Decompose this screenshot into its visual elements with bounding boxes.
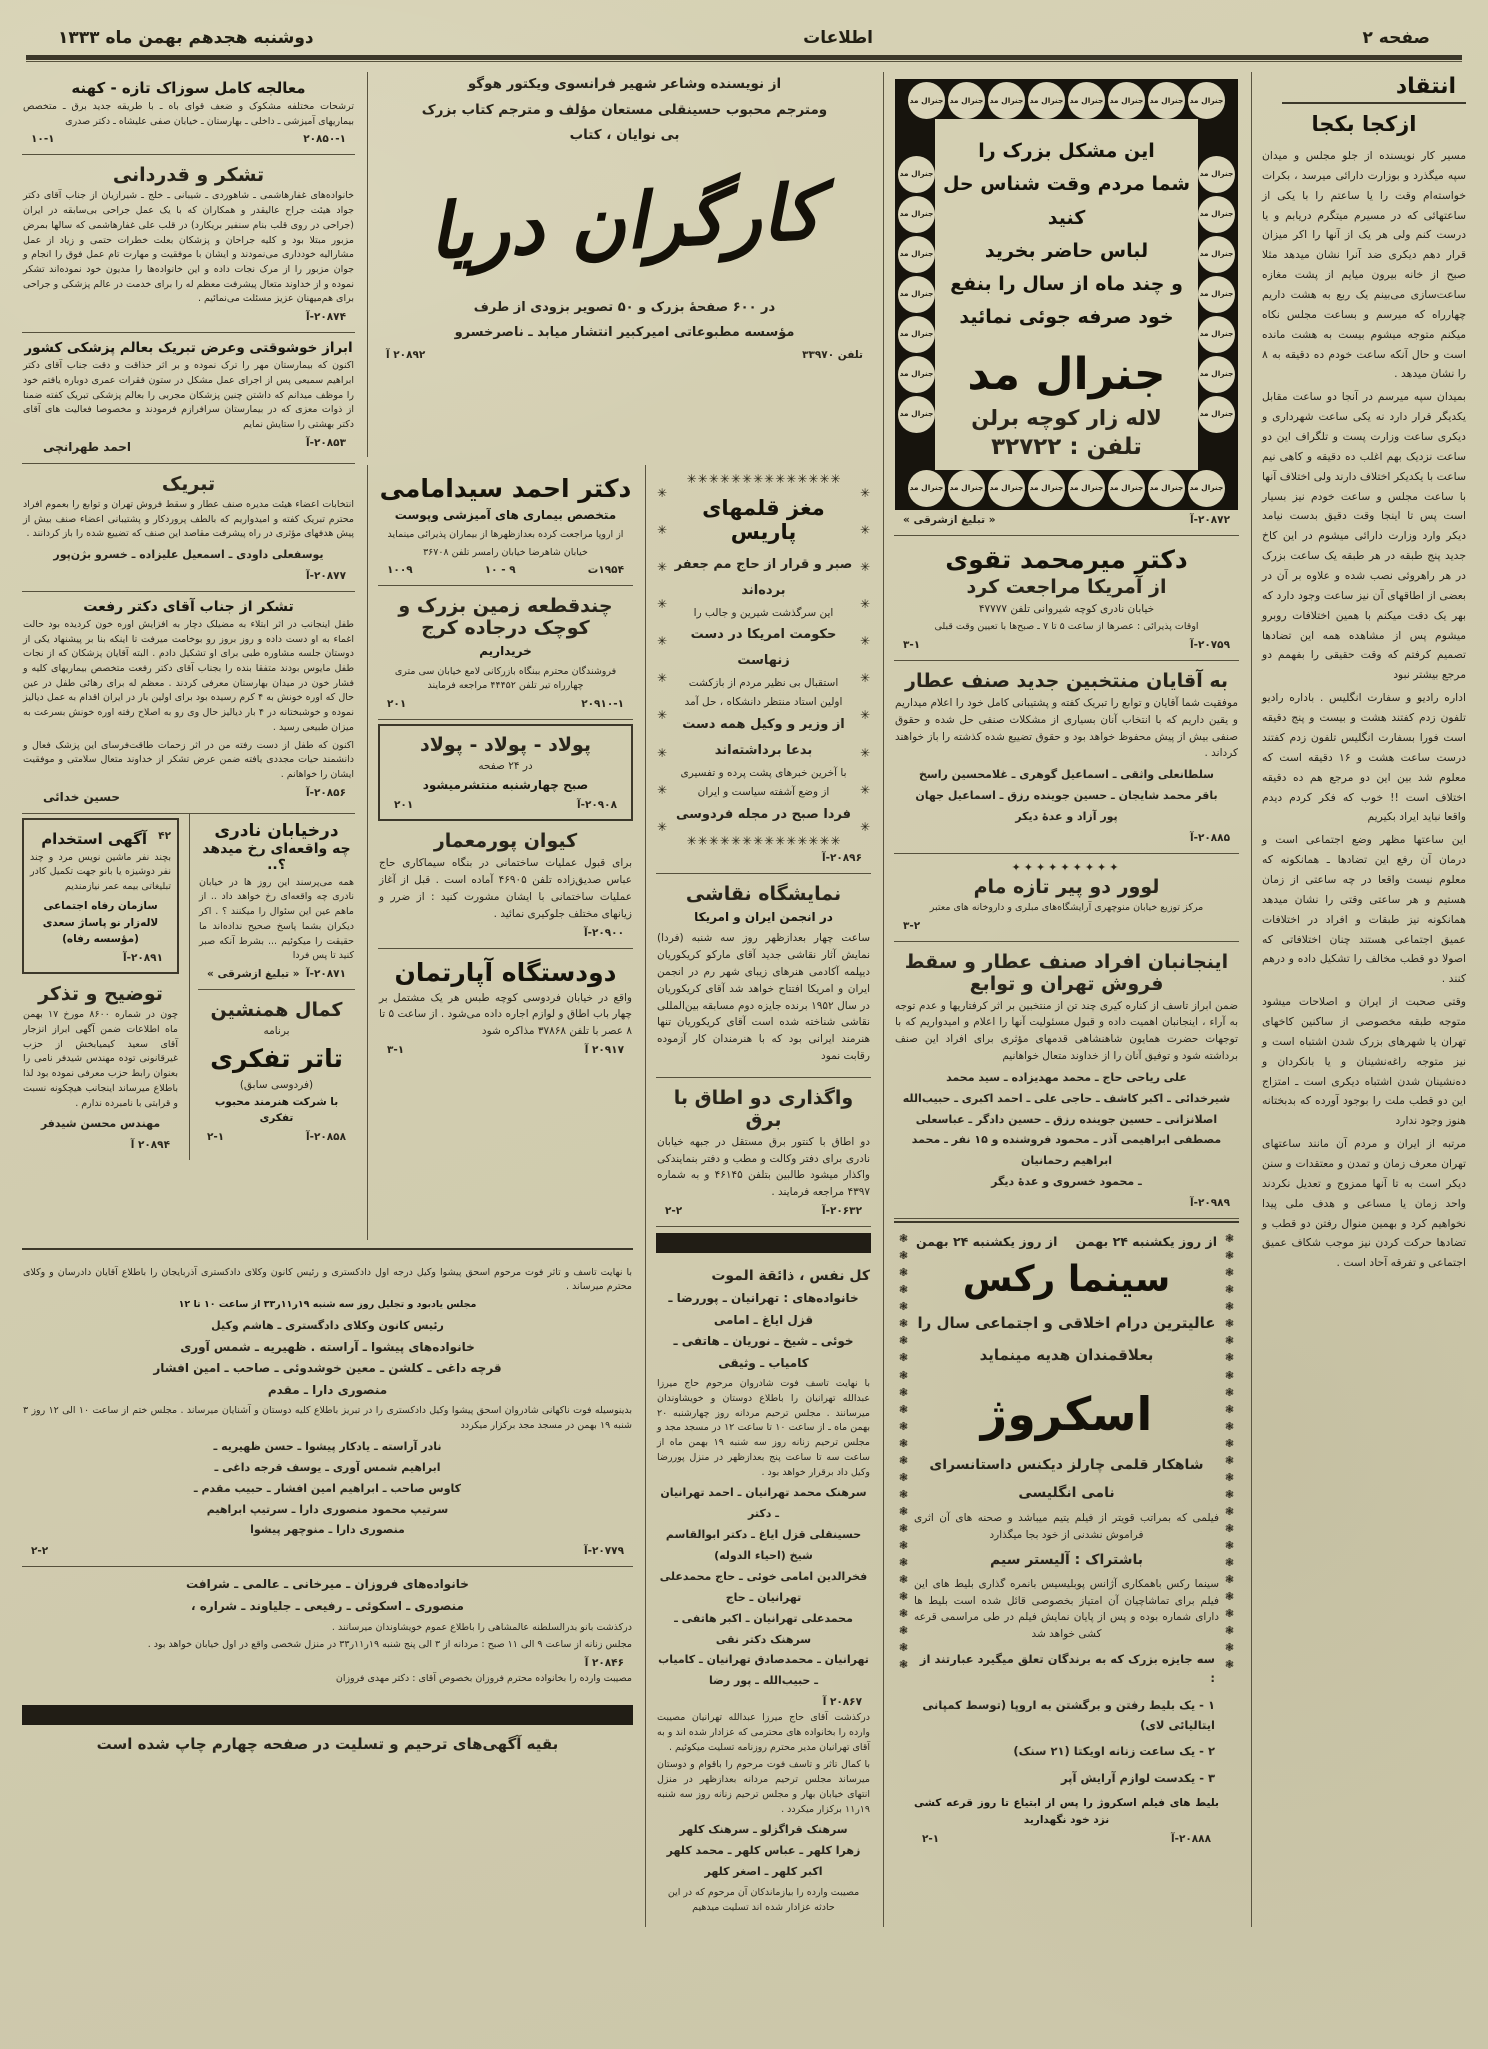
obituary-names: سرتیپ محمود منصوری دارا ـ سرتیپ ابراهیم — [206, 1502, 449, 1516]
guild-members-body: ضمن ابراز تاسف از کناره کیری چند تن از منتخبین بر اثر کرفتاریها و عدم توجه به آراء ، اینجانبان اهمیت داده و قبول مسئولیت آنها را اعلام و امیدواریم که با توجهات حضرت همایون شاهنشاهی قدمهای مؤثری برای افراد این صنف برداشته شود و توفیق آنان را از خداوند متعال خواهانیم — [895, 999, 1238, 1062]
ad-note: ۳-۱ — [387, 1043, 405, 1056]
bottom-obituaries — [22, 1248, 633, 1928]
theater-name: تاتر تفکری — [210, 1043, 343, 1073]
criticism-column — [1251, 72, 1466, 1927]
ad-ref: ۲۰۹۱۰-۱ — [581, 698, 624, 711]
signature-line: مهندس محسن شیدفر — [40, 1117, 161, 1131]
maghz-qalam-ad — [656, 465, 871, 874]
poulad-line: صبح چهارشنبه منتشرمیشود — [422, 777, 589, 792]
prize-item: ۲ - یک ساعت زنانه اویکتا (۲۱ سنک) — [1013, 1744, 1215, 1759]
obituary-families: منصوری دارا ـ مقدم — [267, 1382, 388, 1397]
obituary-names: نادر آراسته ـ یادکار پیشوا ـ حسن ظهیریه ـ — [213, 1439, 442, 1453]
clarification-body: چون در شماره ۸۶۰۰ مورخ ۱۷ بهمن ماه اطلاعات ضمن آگهی ابراز انزجار آقای سعید کیمیابخش از حزب غیرقانونی توده مهندس شیدفر نامی را بعنوان رابط حزب معرفی نموده بود لذا باطلاع میرساند اینجانب هیچکونه نسبت و قرابتی با نامبرده ندارم . — [23, 1009, 178, 1109]
signature-line: سلطانعلی واثقی ـ اسماعیل گوهری ـ غلامحسین راسخ — [918, 768, 1215, 782]
ad-note: ۱۰۰۹ — [387, 564, 413, 577]
ad-note: ۲۰۱ — [394, 799, 414, 812]
exhibition-title: نمایشگاه نقاشی — [685, 882, 842, 905]
ad-ref: ۲۰۹۰۸-آ — [576, 799, 617, 812]
congrats-body: اکنون که بیمارستان مهر را ترک نموده و بر اثر حذاقت و دقت جناب آقای دکتر ابراهیم سمیعی پس از اجرای عمل مشکل در ستون فقرات عمری دوباره یافتم خود را موظف میدانم که داشتن چنین پزشکان مجربی را بعالم پزشکی تبریک کفته ضمنا از ذوات معزی که در بیمارستان سرافرازم فرمودند و مخصوصا فعالیت های آقای دکتر بهشتی را ستایش نمایم — [23, 360, 354, 431]
signature: احمد طهرانچی — [43, 439, 132, 454]
criticism-paragraph: مسیر کار نویسنده از جلو مجلس و میدان سپه میگذرد و بوزارت دارائی میرسد ، بکرات خواسته‌ام وقت را یا ساعتم را با یکی از ساعتهائی که در مسیرم میتگرم دریابم و یا درست کنم ولی هر یک از آنها را اکر میزان قرار دهم دیکری ضد آنرا نشان میدهد مثلا صبح از خانه بیرون میایم از پشت مغازه ساعت‌سازی می‌بینم یک ربع به هشت داریم چهارراه که میرسم و بساعت مجلس نکاه میکنم متوجه میشوم بیست به هشت مانده است و حال آنکه ساعت خودم ده دقیقه به ۸ را نشان میدهد . — [1262, 149, 1466, 381]
film-title: اسکروژ — [980, 1387, 1153, 1442]
book-intro-line: ومترجم محبوب حسینقلی مستعان مؤلف و مترجم کتاب بزرک — [421, 101, 828, 118]
subcolumn-left — [22, 814, 179, 1160]
rafat-body: اکنون که طفل از دست رفته من در اثر زحمات طاقت‌فرسای این پزشک فعال و دانشمند حیات مجددی یافته ضمن عرض تشکر از خداوند متعال سلامتی و موفقیت ایشان را خواهانم . — [23, 739, 354, 781]
prizes-intro: سه جایزه بزرک که به برندگان تعلق میگیرد عبارتند از : — [919, 1651, 1215, 1686]
thanks-appreciation-ad — [22, 155, 355, 333]
cinema-body: فیلمی که بمراتب قویتر از فیلم یتیم میباشد و صحنه های آن اثری فراموش نشدنی از خود بجا میگذارد — [914, 1512, 1219, 1541]
tabrik-ad — [22, 464, 355, 592]
book-intro-line: بی نوایان ، کتاب — [569, 127, 680, 144]
signature-line: مصطفی ابراهیمی آذر ـ محمود فروشنده و ۱۵ نفر ـ محمد ابراهیم رحمانیان — [911, 1133, 1222, 1168]
ad-note: ۲-۲ — [31, 1545, 49, 1558]
ad-ref: ۲۰۹۸۹-آ — [1189, 1197, 1230, 1210]
column-badge: ۴۲ — [158, 829, 171, 842]
poulad-title: پولاد - پولاد - پولاد — [419, 734, 592, 757]
theater-paren: (فردوسی سابق) — [239, 1078, 314, 1091]
circle-border-top: جنرال مد جنرال مد جنرال مد جنرال مد جنرال مد جنرال مد جنرال مد جنرال مد — [898, 82, 1235, 119]
signature-line: ـ محمود خسروی و عدهٔ دیگر — [991, 1175, 1142, 1189]
obituary-families: قرچه داغی ـ کلشن ـ معین خوشدوئی ـ صاحب ـ امین افشار — [153, 1361, 502, 1376]
guild-congrats-body: موفقیت شما آقایان و توابع را تبریک کفته و پشتیبانی کامل خود را اعلام میداریم و یقین داریم که با انتخاب آنان بسیاری از مشکلات صنفی حل شده و حقوق صنفی بیش از پیش محفوظ خواهد بود و حقوق تضییع شده کذشته را باز خواهند کرداند . — [894, 697, 1238, 760]
maghz-line: اولین استاد منتظر دانشکاه ، حل آمد — [684, 696, 843, 709]
cinema-rex-content — [912, 1230, 1221, 1849]
ad-ref: ۲۰۸۶۷ آ — [822, 1696, 862, 1709]
general-mode-phone: تلفن : ۳۲۷۲۲ — [991, 433, 1142, 460]
ad-ref: ۲۰۷۵۹-آ — [1189, 639, 1230, 652]
left-subcolumns — [22, 814, 355, 1160]
guild-members-ad — [894, 942, 1239, 1220]
emami-address: خیابان شاهرضا خیابان رامسر تلفن ۳۶۷۰۸ — [423, 546, 588, 558]
land-purchase-ad — [378, 586, 633, 720]
naderi-teaser-ad — [198, 814, 355, 990]
left-column — [22, 72, 355, 1240]
ad-line: این مشکل بزرک را — [978, 140, 1155, 162]
apartments-title: دودستگاه آپارتمان — [394, 957, 617, 987]
taqavi-address: خیابان نادری کوچه شیروانی تلفن ۴۷۷۷۷ — [978, 602, 1155, 615]
keyvan-builder-ad — [378, 821, 633, 948]
emami-subtitle: متخصص بیماری های آمیزشی وپوست — [394, 507, 617, 522]
employment-org: سازمان رفاه اجتماعی لاله‌زار نو پاساژ سعدی (مؤسسه رفاه) — [42, 899, 159, 946]
section-divider-bar — [656, 1233, 871, 1253]
poulad-line: در ۲۴ صفحه — [478, 760, 533, 773]
ad-caption: « تبلیغ ازشرقی » — [207, 968, 300, 981]
theater-line: برنامه — [263, 1025, 290, 1038]
obituary-extra: مصیبت وارده را بخانواده محترم فروزان بخصوص آقای : دکتر مهدی فروزان — [335, 1672, 632, 1684]
masthead-rule-thin — [26, 61, 1462, 62]
ad-ref: ۲۰۶۳۲-آ — [821, 1204, 862, 1217]
ad-ref: ۲۰۸۹۴ آ — [130, 1139, 170, 1152]
doctor-emami-ad — [378, 465, 633, 587]
ad-note: ۱۰-۱ — [31, 133, 55, 146]
obituary-families: خانواده‌های فروزان ـ میرخانی ـ عالمی ـ شرافت — [186, 1577, 469, 1592]
sozak-title: معالجه کامل سوزاک تازه - کهنه — [71, 79, 306, 97]
ad-note: ۲-۱ — [207, 1131, 225, 1144]
cinema-name: سینما رکس — [962, 1259, 1171, 1301]
poulad-magazine-ad — [378, 724, 633, 821]
chain-border-right: ❃ ❃ ❃ ❃ ❃ ❃ ❃ ❃ ❃ ❃ ❃ ❃ ❃ ❃ ❃ ❃ ❃ ❃ ❃ ❃ ❃ ❃ ❃ ❃ ❃ ❃ — [1224, 1232, 1235, 1672]
obituary-names: تهرانیان ـ محمدصادق تهرانیان ـ کامیاب ـ حبیب‌الله ـ پور رضا — [658, 1653, 869, 1688]
obituary-names: اکبر کلهر ـ اصغر کلهر — [704, 1865, 823, 1879]
rafat-body: طفل اینجانب در اثر ابتلاء به مضیلک دچار به افزایش اوره خون کردیده بود حالت اغماء به او دست داده و روز بروز رو بوخامت میرفت تا اینکه بنا بر پیشنهاد یکی از دوستان جلسه مشاوره طبی برای او تشکیل دادم . البته آقایان پزشکان که از نجات طفل مایوس بودند متفقا بنده را بجناب آقای دکتر رفعت متخصص بیماریهای کلیه و فشار خون در میدان بهارستان معرفی کردند . معظم له برای رهائی طفل در عین حال که اوره خونش به ۴ کرم رسیده بود برای اولین بار در ایران اقدام به عمل دیالیز نموده و خوشبختانه در ۴ بار دیالیز حال وی رو به اصلاح رفته اوره خونش بسرعت به میزان طبیعی رسید . — [23, 618, 354, 733]
chain-border-left: ❃ ❃ ❃ ❃ ❃ ❃ ❃ ❃ ❃ ❃ ❃ ❃ ❃ ❃ ❃ ❃ ❃ ❃ ❃ ❃ ❃ ❃ ❃ ❃ ❃ ❃ — [898, 1232, 909, 1672]
employment-ad — [22, 818, 179, 975]
theater-ad — [198, 990, 355, 1152]
obituary-names: حسینقلی قزل ایاغ ـ دکتر ابوالقاسم شیخ (احیاء الدوله) — [665, 1528, 862, 1563]
flower-border-top: ✳ ✳ ✳ ✳ ✳ ✳ ✳ ✳ ✳ ✳ ✳ ✳ ✳ ✳ — [686, 471, 841, 486]
taqavi-hours: اوقات پذیرائی : عصرها از ساعت ۵ تا ۷ ـ صبح‌ها با تعیین وقت قبلی — [934, 621, 1199, 633]
circle-border-left: جنرال مد جنرال مد جنرال مد جنرال مد جنرال مد جنرال مد جنرال مد — [898, 119, 935, 470]
masthead — [22, 16, 1466, 53]
mid-left-column — [367, 465, 633, 1240]
rooms-transfer-ad — [656, 1078, 871, 1227]
rooms-body: دو اطاق با کنتور برق مستقل در جبهه خیابان نادری برای دفتر وکالت و مطب و دفتر بنمایندکی واکذار میشود طالبین بتلفن ۴۶۱۴۵ و به شماره ۴۳۹۷ مراجعه فرمایند . — [657, 1135, 870, 1199]
land-title: چندقطعه زمین بزرک و کوچک درجاده کرج — [398, 595, 613, 640]
ad-note: ۳-۲ — [903, 919, 921, 932]
cinema-date: از روز یکشنبه ۲۴ بهمن — [916, 1234, 1058, 1250]
cinema-date: از روز یکشنبه ۲۴ بهمن — [1075, 1234, 1217, 1250]
ad-ref: ۲۰۸۹۲ آ — [386, 349, 426, 362]
naderi-body: همه می‌پرسند این روز ها در خیابان نادری چه واقعه‌ای رخ خواهد داد .. از ماهم عین این سئوال را میکنند ؟ . اکر دیکران بشما پاسخ صحیح نداده‌اند ما حقیقت را میکوئیم ... بشرط آنکه صبر کنید تا پس فردا — [199, 876, 354, 962]
cinema-rex-ad — [894, 1221, 1239, 1858]
doctor-rafat-thanks — [22, 592, 355, 814]
criticism-paragraph: مرتبه از ایران و مردم آن مانند ساعتهای تهران معرف زمان و تمدن و معتقدات و سنن دیکر است به تا آنها ممزوج و تعدیل نکردند واحد زمان یا مساعی و هدف ملی پیدا نخواهیم کرد و بهمین منوال رفتن دو قطب و تضادها حرکت کردن نیز موجب شکاف عمیق اجتماعی و تفرقه آحاد است . — [1262, 1137, 1466, 1270]
ad-line: لباس حاضر بخرید — [984, 239, 1149, 262]
cinema-line: شاهکار قلمی چارلز دیکنس داستانسرای — [929, 1457, 1204, 1474]
signature: حسین خدائی — [43, 789, 121, 804]
criticism-kicker: انتقاد — [1395, 74, 1456, 99]
masthead-rule-thick — [26, 55, 1462, 60]
ad-ref: ۲۰۸۵۰-۱ — [303, 133, 346, 146]
obituary-details: مجلس زنانه از ساعت ۹ الی ۱۱ صبح : مردانه از ۳ الی پنج شنبه ۱۹ر۱۱ر۳۳ در منزل شخصی واقع در اول خیابان خواهد بود . — [147, 1639, 632, 1651]
exhibition-body: ساعت چهار بعدازظهر روز سه شنبه (فردا) نمایش آثار نقاشی جدید آقای مارکو کریکوریان دیپلمه آکادمی هنرهای زیبای شهر رم در انجمن ایران و امریکا افتتاح خواهد شد آقای کریکوریان در سال ۱۹۵۲ برنده جایزه دوم مسابقه بین‌المللی نقاشی شناخته شده است آقای کریکوریان تنها هنرمند ایرانی بود که با هنرمندان کار آزموده رقابت نمود — [657, 932, 870, 1062]
general-mode-frame — [895, 79, 1238, 510]
obituary-pishva — [22, 1256, 633, 1568]
maghz-line: با آخرین خبرهای پشت پرده و تفسیری — [680, 767, 847, 780]
apartments-ad — [378, 949, 633, 1065]
ad-note: ۳-۱ — [903, 639, 921, 652]
criticism-kicker-rule — [1282, 102, 1466, 104]
ads-column — [883, 72, 1239, 1927]
cinema-body: سینما رکس باهمکاری آژانس پوبلیسیس بانمره گذاری بلیط های این فیلم برای تماشاچیان آن امتیاز بخصوصی قائل شده است بلیط ها دارای شماره بوده و پس از پایان نمایش فیلم در طی مراسمی قرعه کشی خواهد شد — [914, 1577, 1219, 1641]
taqavi-title: دکتر میرمحمد تقوی — [945, 544, 1188, 574]
ad-note: ۹ - ۱۰ — [484, 564, 516, 577]
book-footer-line: مؤسسه مطبوعاتی امیرکبیر انتشار میابد ـ ناصرخسرو — [454, 324, 795, 340]
mid-right-column — [645, 465, 871, 1928]
employment-title: آگهی استخدام — [41, 829, 147, 848]
paper-name: اطلاعات — [803, 28, 873, 48]
circle-border-bottom: جنرال مد جنرال مد جنرال مد جنرال مد جنرال مد جنرال مد جنرال مد جنرال مد — [898, 470, 1235, 507]
ad-line: خود صرفه جوئی نمائید — [959, 306, 1174, 329]
ad-ref: ۲۰۸۸۵-آ — [1189, 831, 1230, 844]
medical-congrats-ad — [22, 333, 355, 464]
book-phone: تلفن ۳۳۹۷۰ — [802, 349, 863, 362]
pishva-intro: با نهایت تاسف و تاثر فوت مرحوم اسحق پیشوا وکیل درجه اول دادکستری و رئیس کانون وکلای دادکستری آذربایجان را باطلاع آقایان دادرسان و وکلای محترم میرساند . — [23, 1266, 632, 1293]
obituary-body: با نهایت تاسف فوت شادروان مرحوم حاج میرزا عبدالله تهرانیان را باطلاع دوستان و خویشاوندان میرسانند . مجلس ترحیم مردانه روز چهارشنبه ۲۰ بهمن ماه ـ از ساعت ۱۰ تا ساعت ۱۲ در مسجد مجد و مجلس ترحیم زنانه روز سه شنبه ۱۹ بهمن ماه از ساعت سه تا ساعت پنج بعدازظهر در منزل پوررضا وکیل داد برقرار خواهد بود . — [657, 1378, 870, 1478]
book-title: کارگران دریا — [426, 166, 823, 277]
keyvan-body: برای قبول عملیات ساختمانی در بنگاه سیماکاری حاج عباس صدیق‌زاده تلفن ۴۶۹۰۵ آماده است . قبل از آغاز عملیات ساختمانی با ایشان مشورت کنید : از ضرر و زیانهای مختلف جلوکیری نمائید . — [379, 857, 632, 920]
obituary-extra: با کمال تاثر و تاسف فوت مرحوم را باقوام و دوستان میرساند مجلس ترحیم مردانه بعدازظهر در منزل انتهای خیابان بهار و مجلس ترحیم زنانه روز سه شنبه ۱۹ر۱۱ برکزار میکردد . — [657, 1759, 870, 1815]
apartments-body: واقع در خیابان فردوسی کوچه طبس هر یک مشتمل بر چهار باب اطاق و لوازم اجاره داده می‌شود . از ساعت ۵ تا ۸ عصر با تلفن ۳۷۸۶۸ مذاکره شود — [379, 991, 632, 1038]
clarification-notice — [22, 974, 179, 1160]
naderi-title: درخیابان نادری — [214, 820, 339, 841]
ad-ref: ۲۰۸۵۸-آ — [305, 1131, 346, 1144]
sozak-treatment-ad — [22, 72, 355, 155]
maghz-content — [667, 486, 860, 834]
emami-body: از اروپا مراجعت کرده بعدازظهرها از بیماران پذیرائی مینماید — [387, 528, 624, 540]
ad-ref: ۲۰۹۱۷ آ — [584, 1043, 624, 1056]
ad-ref: ۲۰۸۸۸-آ — [1170, 1832, 1211, 1845]
ad-ref: ۲۰۸۷۱-آ — [305, 968, 346, 981]
cinema-line: عالیترین درام اخلاقی و اجتماعی سال را — [917, 1314, 1216, 1333]
ad-ref: ۲۰۷۷۹-آ — [583, 1545, 624, 1558]
signature-line: پور آزاد و عدهٔ دیکر — [1015, 809, 1118, 823]
book-intro-line: از نویسنده وشاعر شهیر فرانسوی ویکتور هوگو — [467, 76, 782, 92]
ad-ref: ۲۰۸۷۴-آ — [305, 311, 346, 324]
criticism-title: ازکجا بکجا — [1311, 112, 1417, 136]
painting-exhibition-ad — [656, 874, 871, 1078]
obituary-names: کاوس صاحب ـ ابراهیم امین افشار ـ حبیب مقدم ـ — [193, 1481, 462, 1495]
page-number-label: صفحه ۲ — [1362, 28, 1430, 48]
louvre-body: مرکز توزیع خیابان منوچهری آرایشگاه‌های مبلری و داروخانه های معتبر — [929, 901, 1204, 913]
exhibition-subtitle: در انجمن ایران و امریکا — [694, 909, 833, 924]
ad-ref: ۲۰۹۰۰-آ — [583, 926, 624, 939]
flower-border-bottom: ✳ ✳ ✳ ✳ ✳ ✳ ✳ ✳ ✳ ✳ ✳ ✳ ✳ ✳ — [686, 833, 841, 848]
obituary-names: سرهنک قراگزلو ـ سرهنک کلهر — [679, 1823, 848, 1837]
ad-note: ۲۰۱ — [387, 698, 407, 711]
maghz-line: حکومت امریکا در دست زنهاست — [690, 627, 837, 669]
cinema-cast: باشتراک : آلیستر سیم — [990, 1551, 1143, 1568]
general-mode-address: لاله زار کوچه برلن — [971, 405, 1162, 430]
theater-header: کمال همنشین — [210, 999, 343, 1022]
obituary-names: سرهنک محمد تهرانیان ـ احمد تهرانیان ـ دکتر — [660, 1486, 867, 1521]
general-mode-content — [935, 119, 1198, 470]
general-mode-ad — [894, 72, 1239, 536]
thanks-title: تشکر و قدردانی — [112, 164, 265, 187]
ad-ref: ۱۹۵۴ت — [587, 564, 624, 577]
employment-body: بچند نفر ماشین نویس مرد و چند نفر دوشیزه یا بانو جهت تکمیل کادر تبلیغاتی بیمه عمر نیازمندیم — [30, 851, 171, 893]
obituary-names: منصوری دارا ـ منوچهر پیشوا — [250, 1523, 405, 1537]
ad-ref: ۲۰۸۹۶-آ — [821, 851, 862, 864]
keyvan-title: کیوان پورمعمار — [433, 830, 578, 853]
signature-line: شیرخدائی ـ اکبر کاشف ـ حاجی علی ـ احمد اکبری ـ حبیب‌الله — [902, 1091, 1231, 1105]
issue-date: دوشنبه هجدهم بهمن ماه ۱۳۳۳ — [58, 28, 314, 48]
sozak-body: ترشحات مختلفه مشکوک و ضعف قوای باه ـ با طریقه جدید برق ـ متخصص بیماریهای آمیزشی ـ داخلی ـ بهارستان ـ خیابان صفی علیشاه ـ دکتر صدری — [23, 101, 354, 127]
guild-members-title: اینجانبان افراد صنف عطار و سقط فروش تهران و توابع — [904, 950, 1229, 995]
ad-ref: ۲۰۸۴۶ آ — [584, 1656, 624, 1669]
book-footer-line: در ۶۰۰ صفحهٔ بزرک و ۵۰ تصویر بزودی از طرف — [473, 299, 776, 315]
obituary-body: بدینوسیله فوت ناکهانی شادروان اسحق پیشوا وکیل دادکستری را در تبریز باطلاع کلیه دوستان و آشنایان میرساند . مجلس ختم از ساعت ۱۰ الی ۱۲ روز ۳ شنبه ۱۹ بهمن در مسجد مجد برکزار میکردد — [23, 1405, 632, 1432]
obituary-families: خانواده‌های پیشوا ـ آراسته . ظهیریه ـ شمس آوری — [180, 1339, 475, 1354]
ad-ref: ۲۰۸۹۱-آ — [122, 952, 163, 965]
ad-note: ۲-۲ — [665, 1204, 683, 1217]
ad-line: شما مردم وقت شناس حل کنید — [942, 173, 1191, 229]
obituary-families: منصوری ـ اسکوئی ـ رفیعی ـ جلیاوند ـ شراره ، — [190, 1598, 464, 1613]
kargaran-darya-ad — [367, 72, 871, 457]
flower-border-left: ✳ ✳ ✳ ✳ ✳ ✳ ✳ ✳ ✳ ✳ — [657, 485, 668, 834]
obituary-names: فخرالدین امامی خوئی ـ حاج محمدعلی تهرانیان ـ حاج — [659, 1569, 868, 1604]
ad-note: ۲-۱ — [922, 1832, 940, 1845]
obituary-names: ابراهیم شمس آوری ـ یوسف قرجه داغی ـ — [214, 1460, 441, 1474]
signature-line: رئیس کانون وکلای دادگستری ـ هاشم وکیل — [211, 1318, 444, 1332]
ad-ref: ۲۰۸۷۷-آ — [305, 569, 346, 582]
criticism-paragraph: بمیدان سپه میرسم در آنجا دو ساعت مقابل یکدیگر قرار دارد نه یکی ساعت شهرداری و دیکری ساعت وزارت پست و تلگراف این دو ساعت نزدیک بهم اغلب ده دقیقه و کاهی نیم ساعت با یکدیکر اختلاف دارند ولی اختلاف آنها با ساعت مجلس و ساعت خودم نیز بسیار است پس تا اینجا وقت دقیق بدست نیامد دیکر وارد وزارت دارائی میشوم در این کاخ جدید پنج طبقه در هر طبقه یک ساعت بزرک در هر راهروئی نصب شده و علاوه بر آن در بعضی از اطاقهای آن نیز ساعت وجود دارد که بهر یک دقت میکنم با همین اختلافات روبرو میشوم پس از مشاهده همه این تضادها تصمیم کرفتم که وقت حقیقی را بفهمم دو مرجع بیشتر نبود — [1262, 390, 1466, 682]
theater-line: با شرکت هنرمند محبوب تفکری — [214, 1095, 339, 1125]
doctor-taqavi-ad — [894, 536, 1239, 662]
maghz-title: مغز قلمهای پاریس — [702, 495, 825, 544]
ad-ref: ۲۰۸۵۶-آ — [305, 786, 346, 799]
cinema-line: بعلاقمندان هدیه مینماید — [979, 1345, 1154, 1364]
maghz-line: از وزیر و وکیل همه دست بدعا برداشته‌اند — [682, 717, 845, 759]
louvre-ad — [894, 854, 1239, 942]
obituary-families: خانواده‌های : تهرانیان ـ پوررضا ـ قزل ایاغ ـ امامی — [668, 1290, 859, 1327]
rafat-title: تشکر از جناب آقای دکتر رفعت — [83, 598, 294, 615]
ad-ref: ۲۰۸۷۲-آ — [1189, 513, 1230, 526]
maghz-line: از وضع آشفته سیاست و ایران — [697, 786, 830, 799]
maghz-line: فردا صبح در مجله فردوسی — [675, 806, 852, 822]
prize-item: ۱ - یک بلیط رفتن و برگشتن به اروپا (توسط کمپانی ایتالیائی لای) — [922, 1698, 1215, 1732]
signature-line: اصلانزانی ـ حسین جوینده رزق ـ حسین دادگر ـ عباسعلی — [915, 1112, 1218, 1126]
obituary-body: درکذشت بانو بدرالسلطنه عالمشاهی را باطلاع عموم خویشاوندان میرسانند . — [331, 1621, 632, 1633]
circle-border-right: جنرال مد جنرال مد جنرال مد جنرال مد جنرال مد جنرال مد جنرال مد — [1198, 119, 1235, 470]
obituary-forouzan — [22, 1567, 633, 1698]
obituary-quote: کل نفس ، ذائقة الموت — [711, 1267, 870, 1284]
tabrik-title: تبریک — [161, 472, 216, 495]
thanks-body: خانواده‌های غفارهاشمی ـ شاهوردی ـ شیبانی ـ خلج ـ شیرازیان از جناب آقای دکتر جواد هیئت جراح عالیقدر و همکاران که با یک عمل جراحی بی‌سابقه در ایران (جراحی در روی قلب بنام سنفیر بریکارد) در قلب علی غفارهاشمی که سالها بمرض مزبور مبتلا بود و کلیه جراحان و پزشکان بعلت خطرات حتمی و زیاد از عمل مشارالیه خودداری می‌نمودند و ایشان با موفقیت و مهارت تام عمل فوق را انجام و جوان مزبور را از مرک نجات داده و این خانواده‌ها را مدیون خود نموده‌اند تشکر نموده و از خداوند متعال پیشرفت معظم له را برای خدمت در عالم پزشکی و جراحی برای هم‌میهنان عزیز مسئلت می‌نمائیم . — [23, 190, 354, 305]
land-body: فروشندگان محترم ببنگاه بازرکانی لامع خیابان سی متری چهارراه تیر تلفن ۴۴۴۵۲ مراجعه فرمایند — [394, 665, 617, 692]
ornament-row: ✦✦✦✦✦✦✦✦✦ — [1011, 860, 1122, 874]
tabrik-body: انتخابات اعضاء هیئت مدیره صنف عطار و سقط فروش تهران و توابع را بعموم افراد محترم تبریک کفته و امیدواریم که بالطف پروردکار و پشتیبانی اعضاء صنف بیش از پیش هدفهای مؤثری در راه پیشرفت مقاصد این صنف که تضییع شده را باز کردانند . — [23, 498, 354, 540]
cinema-footer: بلیط های فیلم اسکروژ را پس از ابتیاع تا روز قرعه کشی نزد خود نگهدارید — [914, 1797, 1219, 1826]
continuation-note: بقیه آگهی‌های ترحیم و تسلیت در صفحه چهارم چاپ شده است — [96, 1734, 559, 1753]
pishva-details: مجلس یادبود و تجلیل روز سه شنبه ۱۹ر۱۱ر۳۳ از ساعت ۱۰ تا ۱۲ — [178, 1299, 477, 1311]
maghz-line: صبر و قرار از حاج مم جعفر برده‌اند — [674, 556, 853, 598]
general-mode-brand: جنرال مد — [967, 348, 1166, 400]
flower-border-right: ✳ ✳ ✳ ✳ ✳ ✳ ✳ ✳ ✳ ✳ — [859, 485, 870, 834]
criticism-paragraph: اداره رادیو و سفارت انگلیس . باداره رادیو تلفون زدم کفتند هشت و بیست و پنج دقیقه است فورا بسفارت انگلیس تلفون زدم کفتند درست ساعت هشت و ۱۶ دقیقه است که معلوم شد بین این دو مرجع هم ده دقیقه اختلاف است !! خوب که فکر کردم دیدم واقعا نباید ایراد بکیریم — [1262, 691, 1466, 824]
ad-ref: ۲۰۸۵۳-آ — [305, 436, 346, 449]
obituary-families: خوئی ـ شیخ ـ نوریان ـ هاتفی ـ کامیاب ـ وثیقی — [673, 1334, 854, 1370]
emami-title: دکتر احمد سیدامامی — [379, 473, 632, 503]
louvre-title: لوور دو پیر تازه مام — [973, 875, 1160, 898]
guild-congrats-title: به آقایان منتخبین جدید صنف عطار — [905, 670, 1228, 693]
maghz-line: این سرگذشت شیرین و جالب را — [693, 606, 834, 619]
signature-line: یوسفعلی داودی ـ اسمعیل علیزاده ـ خسرو بژن‌پور — [53, 547, 324, 561]
obituary-names: زهرا کلهر ـ عباس کلهر ـ محمد کلهر — [666, 1844, 861, 1858]
maghz-line: استقبال بی نظیر مردم از بازکشت — [688, 677, 839, 690]
subcolumn-right — [189, 814, 355, 1160]
ad-line: و چند ماه از سال را بنفع — [950, 273, 1183, 295]
obituary-tehranian — [656, 1259, 871, 1927]
criticism-paragraph: وقتی صحبت از ایران و اصلاحات میشود متوجه طبقه مخصوصی از ساکنین کاخهای تهران یا شهرهای بزرک شدن اشتباه است و نیز متوجه راغه‌نشینان و یا بانکردان و ده‌نشینان شدن اشتباه دیکری است ـ امتزاج این دو قطب ملت را بوجود آورده که بدبختانه هنوز وجود ندارد — [1262, 995, 1466, 1128]
naderi-subtitle: چه واقعه‌ای رخ میدهد ؟.. — [202, 840, 351, 873]
section-divider-bar — [22, 1705, 633, 1725]
cinema-line: نامی انگلیسی — [1018, 1485, 1115, 1502]
obituary-names: محمدعلی تهرانیان ـ اکبر هاتفی ـ سرهنک دکتر نقی — [674, 1611, 853, 1646]
taqavi-subtitle: از آمریکا مراجعت کرد — [966, 575, 1167, 598]
land-line: خریداریم — [479, 644, 532, 659]
congrats-title: ابراز خوشوقتی وعرض تبریک بعالم پزشکی کشور — [24, 340, 353, 357]
clarification-title: توضیح و تذکر — [38, 983, 163, 1006]
page-grid — [22, 72, 1466, 1927]
guild-congrats-ad — [894, 661, 1239, 854]
criticism-paragraph: این ساعتها مظهر وضع اجتماعی است و درمان آن رفع این تضادها ـ همانکونه که معلوم نیست واقعا در چه ساعتی از زمان هستیم و هر ساعتی وقتی را نشان میدهد همانکونه نیز طبقات و افراد در اختلافات عمیق اجتماعی هستند چنان اختلافاتی که اصولا دو قطب مخالف را تشکیل داده و درهم کنند . — [1262, 833, 1466, 986]
rooms-title: واگذاری دو اطاق با برق — [673, 1086, 854, 1131]
signature-line: علی ریاحی حاج ـ محمد مهدیزاده ـ سید محمد — [946, 1070, 1187, 1084]
obituary-tail: مصیبت وارده را بیازماندکان آن مرحوم که در این حادثه عزادار شده اند تسلیت میدهیم — [667, 1886, 860, 1913]
signature-line: باقر محمد شایجان ـ حسین جوینده رزق ـ اسماعیل جهان — [915, 789, 1218, 803]
ad-caption: « تبلیغ ازشرقی » — [903, 513, 996, 526]
obituary-extra: درکذشت آقای حاج میرزا عبدالله تهرانیان مصیبت وارده را بخانواده های محترمی که عزادار شده اند و به آقای تهرانیان مدیر محترم روزنامه تسلیت میکوئیم . — [657, 1712, 870, 1753]
prize-item: ۳ - یکدست لوازم آرایش آپر — [1061, 1770, 1215, 1785]
